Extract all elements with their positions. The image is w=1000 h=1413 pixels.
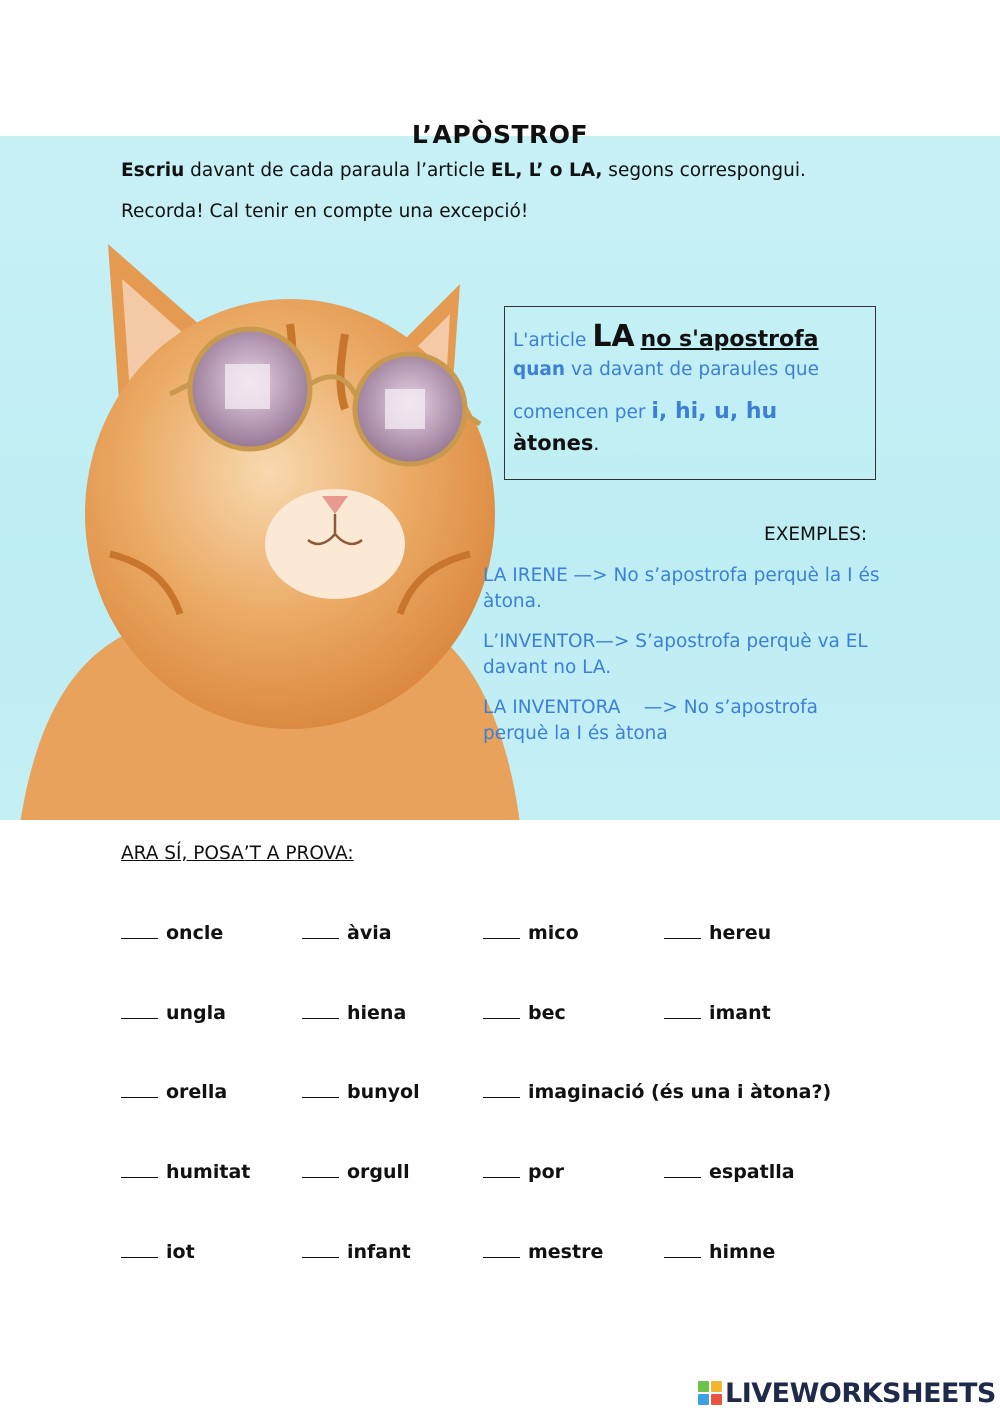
answer-blank[interactable] bbox=[302, 924, 339, 939]
exercise-item[interactable] bbox=[302, 1002, 406, 1024]
exercise-word: hereu bbox=[709, 922, 772, 944]
exercise-word: orgull bbox=[347, 1161, 410, 1183]
exercise-word: iot bbox=[166, 1241, 195, 1263]
rule-box bbox=[504, 306, 876, 480]
rule-line-2 bbox=[513, 359, 819, 380]
liveworksheets-logo bbox=[698, 1378, 996, 1408]
answer-blank[interactable] bbox=[121, 1243, 158, 1258]
rule-text-letters: i, hi, u, hu bbox=[651, 399, 778, 424]
instruction-bold-articles: EL, L’ o LA, bbox=[490, 160, 603, 181]
exercise-item[interactable] bbox=[483, 922, 579, 944]
exercise-item[interactable] bbox=[483, 1002, 566, 1024]
exercise-word: por bbox=[528, 1161, 565, 1183]
rule-text-comencen: comencen per bbox=[513, 402, 652, 423]
cat-with-sunglasses-image bbox=[0, 224, 520, 820]
answer-blank[interactable] bbox=[302, 1163, 339, 1178]
answer-blank[interactable] bbox=[121, 924, 158, 939]
exercise-item[interactable] bbox=[302, 922, 392, 944]
exercise-word: imant bbox=[709, 1002, 771, 1024]
answer-blank[interactable] bbox=[664, 1163, 701, 1178]
exercise-word: bunyol bbox=[347, 1081, 420, 1103]
rule-line-3 bbox=[513, 399, 777, 424]
instruction-text-b: segons correspongui. bbox=[602, 160, 806, 181]
exercise-item[interactable] bbox=[483, 1161, 564, 1183]
example-item: LA IRENE —> No s’apostrofa perquè la I és àtona. bbox=[483, 565, 880, 612]
exercise-item[interactable] bbox=[121, 1002, 226, 1024]
rule-text-la: LA bbox=[592, 319, 635, 354]
exercise-item[interactable] bbox=[483, 1241, 603, 1263]
instruction-text-a: davant de cada paraula l’article bbox=[184, 160, 491, 181]
exercise-item[interactable] bbox=[121, 1241, 195, 1263]
example-item: L’INVENTOR—> S’apostrofa perquè va EL davant no LA. bbox=[483, 631, 868, 678]
answer-blank[interactable] bbox=[302, 1243, 339, 1258]
exercise-word: hiena bbox=[347, 1002, 407, 1024]
answer-blank[interactable] bbox=[302, 1004, 339, 1019]
answer-blank[interactable] bbox=[664, 1243, 701, 1258]
exercise-item[interactable] bbox=[121, 1081, 227, 1103]
exercise-item[interactable] bbox=[664, 1002, 771, 1024]
example-item: LA INVENTORA —> No s’apostrofa perquè la I és àtona bbox=[483, 697, 824, 744]
answer-blank[interactable] bbox=[483, 1243, 520, 1258]
exercise-word: àvia bbox=[347, 922, 392, 944]
rule-text-quan: quan bbox=[513, 359, 566, 380]
rule-text-period: . bbox=[593, 434, 600, 455]
exercise-word: bec bbox=[528, 1002, 566, 1024]
answer-blank[interactable] bbox=[483, 1083, 520, 1098]
exercise-word: ungla bbox=[166, 1002, 226, 1024]
answer-blank[interactable] bbox=[302, 1083, 339, 1098]
exercise-word: mestre bbox=[528, 1241, 604, 1263]
examples-heading: EXEMPLES: bbox=[764, 524, 868, 545]
exercise-item[interactable] bbox=[664, 1161, 795, 1183]
instruction-bold-escriu: Escriu bbox=[121, 160, 185, 181]
reminder-line: Recorda! Cal tenir en compte una excepció! bbox=[121, 201, 529, 222]
answer-blank[interactable] bbox=[483, 1163, 520, 1178]
exercise-word: imaginació (és una i àtona?) bbox=[528, 1081, 832, 1103]
exercise-item[interactable] bbox=[664, 1241, 775, 1263]
exercise-item[interactable] bbox=[121, 1161, 250, 1183]
exercise-heading: ARA SÍ, POSA’T A PROVA: bbox=[121, 843, 354, 864]
liveworksheets-logo-text: LIVEWORKSHEETS bbox=[725, 1377, 996, 1409]
answer-blank[interactable] bbox=[121, 1163, 158, 1178]
exercise-item[interactable] bbox=[302, 1161, 410, 1183]
answer-blank[interactable] bbox=[664, 924, 701, 939]
exercise-word: humitat bbox=[166, 1161, 251, 1183]
answer-blank[interactable] bbox=[121, 1083, 158, 1098]
answer-blank[interactable] bbox=[483, 1004, 520, 1019]
exercise-item[interactable] bbox=[302, 1241, 411, 1263]
answer-blank[interactable] bbox=[121, 1004, 158, 1019]
exercise-word: himne bbox=[709, 1241, 776, 1263]
answer-blank[interactable] bbox=[664, 1004, 701, 1019]
exercise-word: orella bbox=[166, 1081, 228, 1103]
answer-blank[interactable] bbox=[483, 924, 520, 939]
rule-text-atones: àtones bbox=[513, 431, 594, 455]
exercise-word: oncle bbox=[166, 922, 224, 944]
rule-line-4 bbox=[513, 431, 599, 455]
exercise-word: infant bbox=[347, 1241, 411, 1263]
page-title: L’APÒSTROF bbox=[411, 120, 589, 149]
exercise-item[interactable] bbox=[121, 922, 223, 944]
exercise-word: espatlla bbox=[709, 1161, 795, 1183]
liveworksheets-logo-icon bbox=[698, 1381, 722, 1405]
exercise-item[interactable] bbox=[483, 1081, 831, 1103]
instruction-line bbox=[121, 160, 806, 181]
rule-text-no-apostrofa: no s'apostrofa bbox=[640, 327, 819, 352]
rule-text-article: L'article bbox=[513, 330, 593, 351]
rule-text-va-davant: va davant de paraules que bbox=[565, 359, 819, 380]
exercise-item[interactable] bbox=[302, 1081, 420, 1103]
exercise-word: mico bbox=[528, 922, 579, 944]
rule-line-1 bbox=[513, 319, 819, 354]
exercise-item[interactable] bbox=[664, 922, 771, 944]
